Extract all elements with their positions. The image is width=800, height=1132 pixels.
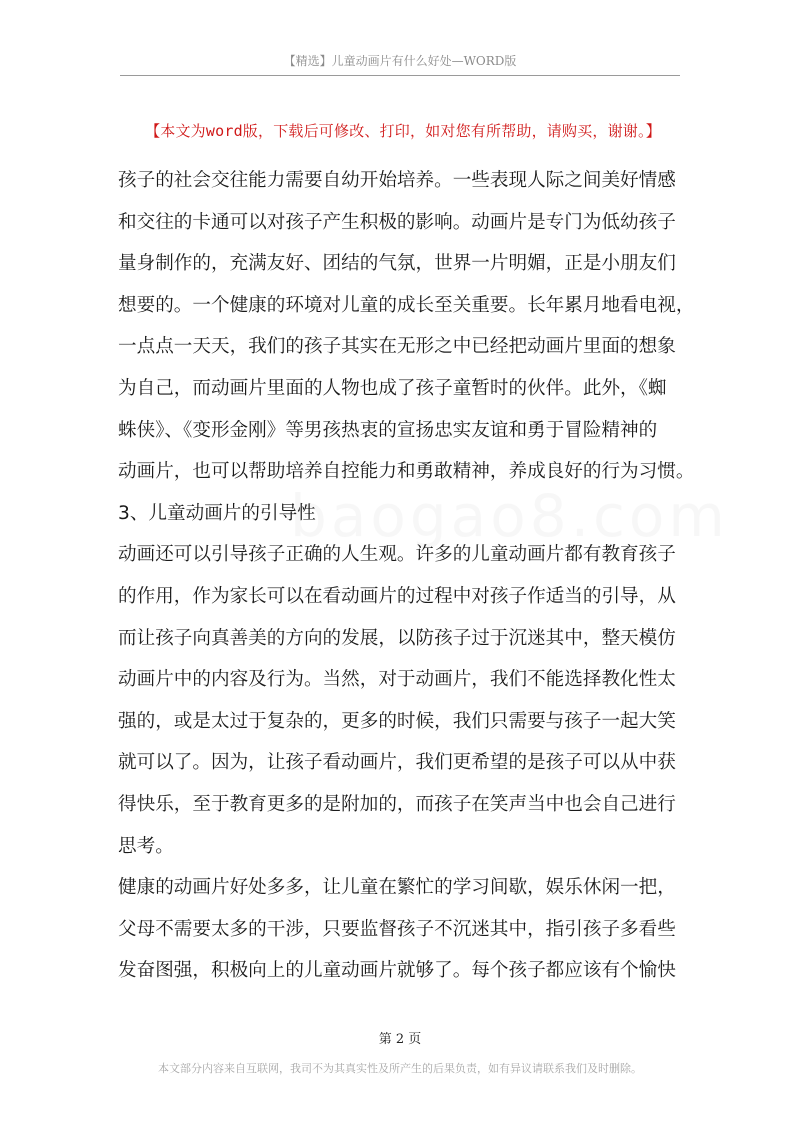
page-header: 【精选】儿童动画片有什么好处—WORD版 [120,52,680,76]
paragraph-line: 发奋图强，积极向上的儿童动画片就够了。每个孩子都应该有个愉快 [118,960,676,982]
document-body [118,160,695,992]
paragraph-line: 动画还可以引导孩子正确的人生观。许多的儿童动画片都有教育孩子 [118,544,676,566]
paragraph-line: 蛛侠》、《变形金刚》等男孩热衷的宣扬忠实友谊和勇于冒险精神的 [118,419,658,441]
watermark: baogao8.com [290,482,729,550]
download-notice: 【本文为word版，下载后可修改、打印，如对您有所帮助，请购买，谢谢。】 [145,122,661,140]
paragraph-line: 动画片，也可以帮助培养自控能力和勇敢精神，养成良好的行为习惯。 [118,461,695,483]
paragraph-line: 动画片中的内容及行为。当然，对于动画片，我们不能选择教化性太 [118,669,676,691]
section-heading: 3、儿童动画片的引导性 [118,502,316,524]
paragraph-line: 强的，或是太过于复杂的，更多的时候，我们只需要与孩子一起大笑 [118,710,676,732]
paragraph-line: 思考。 [118,835,174,857]
paragraph-line: 健康的动画片好处多多，让儿童在繁忙的学习间歇，娱乐休闲一把， [118,877,676,899]
paragraph-line: 的作用，作为家长可以在看动画片的过程中对孩子作适当的引导，从 [118,585,676,607]
page-footer: 本文部分内容来自互联网，我司不为其真实性及所产生的后果负责，如有异议请联系我们及时删除。 [158,1062,642,1075]
paragraph-line: 就可以了。因为，让孩子看动画片，我们更希望的是孩子可以从中获 [118,752,676,774]
paragraph-line: 得快乐，至于教育更多的是附加的，而孩子在笑声当中也会自己进行 [118,793,676,815]
paragraph-line: 一点点一天天，我们的孩子其实在无形之中已经把动画片里面的想象 [118,336,676,358]
paragraph-line: 量身制作的，充满友好、团结的气氛，世界一片明媚，正是小朋友们 [118,253,676,275]
page-number: 第 2 页 [378,1032,422,1047]
paragraph-line: 父母不需要太多的干涉，只要监督孩子不沉迷其中，指引孩子多看些 [118,918,676,940]
paragraph-line: 孩子的社会交往能力需要自幼开始培养。一些表现人际之间美好情感 [118,170,676,191]
paragraph-line: 想要的。一个健康的环境对儿童的成长至关重要。长年累月地看电视， [118,294,695,316]
paragraph-line: 和交往的卡通可以对孩子产生积极的影响。动画片是专门为低幼孩子 [118,211,676,233]
paragraph-line: 而让孩子向真善美的方向的发展，以防孩子过于沉迷其中，整天模仿 [118,627,676,649]
paragraph-line: 为自己，而动画片里面的人物也成了孩子童暂时的伙伴。此外，《蜘 [118,377,667,399]
